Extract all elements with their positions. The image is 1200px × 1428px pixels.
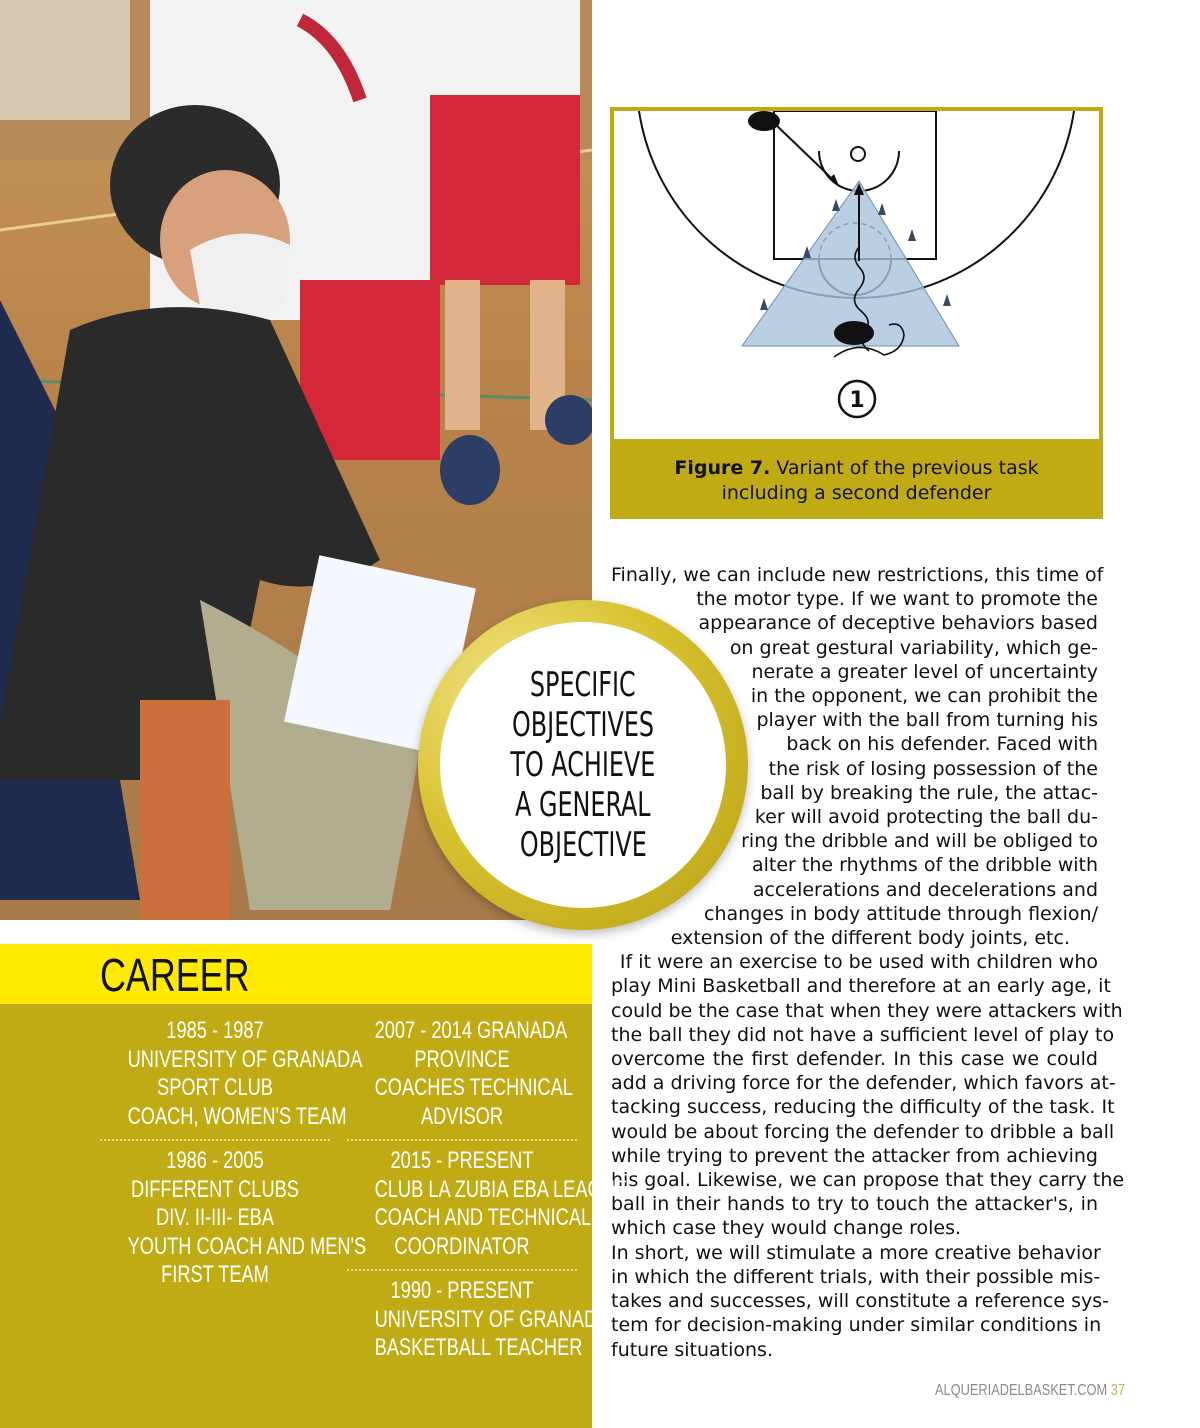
body-line: Finally, we can include new restrictions, this time of bbox=[611, 564, 1104, 586]
page-footer bbox=[935, 1382, 1125, 1400]
body-line: overcome the first defender. In this case we could bbox=[611, 1048, 1098, 1071]
body-line: future situations. bbox=[611, 1338, 773, 1361]
body-line: takes and successes, will constitute a reference sys- bbox=[611, 1290, 1109, 1313]
body-line: extension of the different body joints, etc. bbox=[670, 927, 1070, 950]
body-line: while trying to prevent the attacker from achieving bbox=[611, 1144, 1098, 1167]
footer-site[interactable]: ALQUERIADELBASKET.COM bbox=[935, 1382, 1108, 1399]
career-entry-line: BASKETBALL TEACHER bbox=[374, 1334, 583, 1361]
body-line: on great gestural variability, which ge- bbox=[729, 636, 1098, 659]
career-entry-line: DIFFERENT CLUBS bbox=[131, 1175, 299, 1203]
career-divider bbox=[347, 1139, 577, 1141]
career-entry-line: 1990 - PRESENT bbox=[390, 1277, 534, 1304]
callout-line-3: TO ACHIEVE bbox=[510, 745, 656, 785]
callout-line-1: SPECIFIC bbox=[530, 665, 636, 705]
body-line: the risk of losing possession of the bbox=[768, 757, 1098, 780]
career-entry-line: PROVINCE bbox=[414, 1045, 510, 1073]
body-line: could be the case that when they were attackers with bbox=[611, 999, 1123, 1022]
body-line: in the opponent, we can prohibit the bbox=[750, 685, 1098, 708]
body-line: would be about forcing the defender to dribble a ball bbox=[611, 1120, 1115, 1143]
career-entry bbox=[100, 1017, 363, 1137]
body-line: add a driving force for the defender, which favors at- bbox=[611, 1072, 1116, 1095]
body-line: nerate a greater level of uncertainty bbox=[751, 660, 1098, 683]
career-divider bbox=[100, 1139, 330, 1141]
callout-line-4: A GENERAL bbox=[515, 785, 651, 825]
career-entry-line: COACH AND TECHNICAL bbox=[374, 1204, 592, 1231]
career-column-left bbox=[100, 1017, 367, 1296]
body-line: the ball they did not have a sufficient level of play to bbox=[611, 1023, 1115, 1046]
career-entry-line: FIRST TEAM bbox=[161, 1261, 269, 1288]
career-title: CAREER bbox=[100, 949, 250, 1001]
career-header-bar bbox=[0, 944, 592, 1004]
body-line: tem for decision-making under similar conditions in bbox=[611, 1314, 1102, 1337]
body-line: in which the different trials, with their possible mis- bbox=[611, 1265, 1101, 1288]
career-entry-line: UNIVERSITY OF GRANADA bbox=[127, 1045, 363, 1073]
body-line: back on his defender. Faced with bbox=[786, 733, 1098, 756]
career-entry bbox=[347, 1277, 610, 1369]
figure-caption-line1: Variant of the previous task bbox=[776, 457, 1039, 479]
court-diagram-svg bbox=[614, 111, 1099, 439]
career-entry-line: COORDINATOR bbox=[394, 1232, 530, 1260]
career-entry-line: DIV. II-III- EBA bbox=[156, 1204, 274, 1231]
career-entry-line: COACH, WOMEN'S TEAM bbox=[127, 1102, 347, 1130]
career-entry-line: YOUTH COACH AND MEN'S bbox=[127, 1232, 367, 1260]
body-line: tacking success, reducing the difficulty of the task. It bbox=[611, 1096, 1115, 1119]
page-number: 37 bbox=[1110, 1382, 1125, 1399]
career-entry bbox=[347, 1147, 628, 1267]
body-line: In short, we will stimulate a more creative behavior bbox=[611, 1241, 1101, 1264]
career-entry-line: CLUB LA ZUBIA EBA LEAGUE bbox=[374, 1175, 628, 1203]
career-entry-line: UNIVERSITY OF GRANADA bbox=[374, 1305, 610, 1333]
body-line: ball in their hands to try to touch the attacker's, in bbox=[611, 1193, 1098, 1216]
career-entry-line: ADVISOR bbox=[420, 1102, 504, 1130]
career-entry bbox=[347, 1017, 577, 1137]
career-entry-line: SPORT CLUB bbox=[157, 1074, 273, 1101]
figure-label: Figure 7. bbox=[674, 457, 771, 479]
career-entry-line: 1986 - 2005 bbox=[166, 1147, 264, 1174]
callout-line-5: OBJECTIVE bbox=[519, 825, 647, 865]
player-number-label: 1 bbox=[849, 388, 865, 413]
body-line: If it were an exercise to be used with children who bbox=[619, 951, 1098, 974]
body-line: ball by breaking the rule, the attac- bbox=[760, 781, 1098, 804]
career-entry-line: COACHES TECHNICAL bbox=[374, 1074, 573, 1101]
body-line: which case they would change roles. bbox=[611, 1217, 962, 1240]
career-entry bbox=[100, 1147, 367, 1296]
callout-line-2: OBJECTIVES bbox=[511, 705, 655, 745]
body-line: player with the ball from turning his bbox=[756, 709, 1098, 732]
career-entry-line: 2015 - PRESENT bbox=[390, 1147, 534, 1174]
body-line: play Mini Basketball and therefore at an early age, it bbox=[611, 975, 1111, 998]
career-entry-line: 1985 - 1987 bbox=[166, 1017, 264, 1044]
article-body bbox=[611, 563, 1125, 1362]
body-line: alter the rhythms of the dribble with bbox=[752, 854, 1098, 877]
court-diagram bbox=[614, 111, 1099, 439]
career-divider bbox=[347, 1269, 577, 1271]
body-line: ring the dribble and will be obliged to bbox=[741, 830, 1098, 853]
body-line: accelerations and decelerations and bbox=[752, 878, 1098, 901]
career-column-right bbox=[347, 1017, 628, 1369]
body-line: changes in body attitude through flexion/ bbox=[704, 902, 1098, 925]
body-line: his goal. Likewise, we can propose that they carry the bbox=[611, 1169, 1125, 1192]
body-line: ker will avoid protecting the ball du- bbox=[754, 806, 1098, 829]
body-line: the motor type. If we want to promote the bbox=[696, 588, 1098, 611]
figure-caption bbox=[610, 456, 1103, 506]
body-line: appearance of deceptive behaviors based bbox=[698, 612, 1098, 635]
figure-caption-line2: including a second defender bbox=[721, 482, 992, 504]
career-entry-line: 2007 - 2014 GRANADA bbox=[374, 1017, 568, 1044]
